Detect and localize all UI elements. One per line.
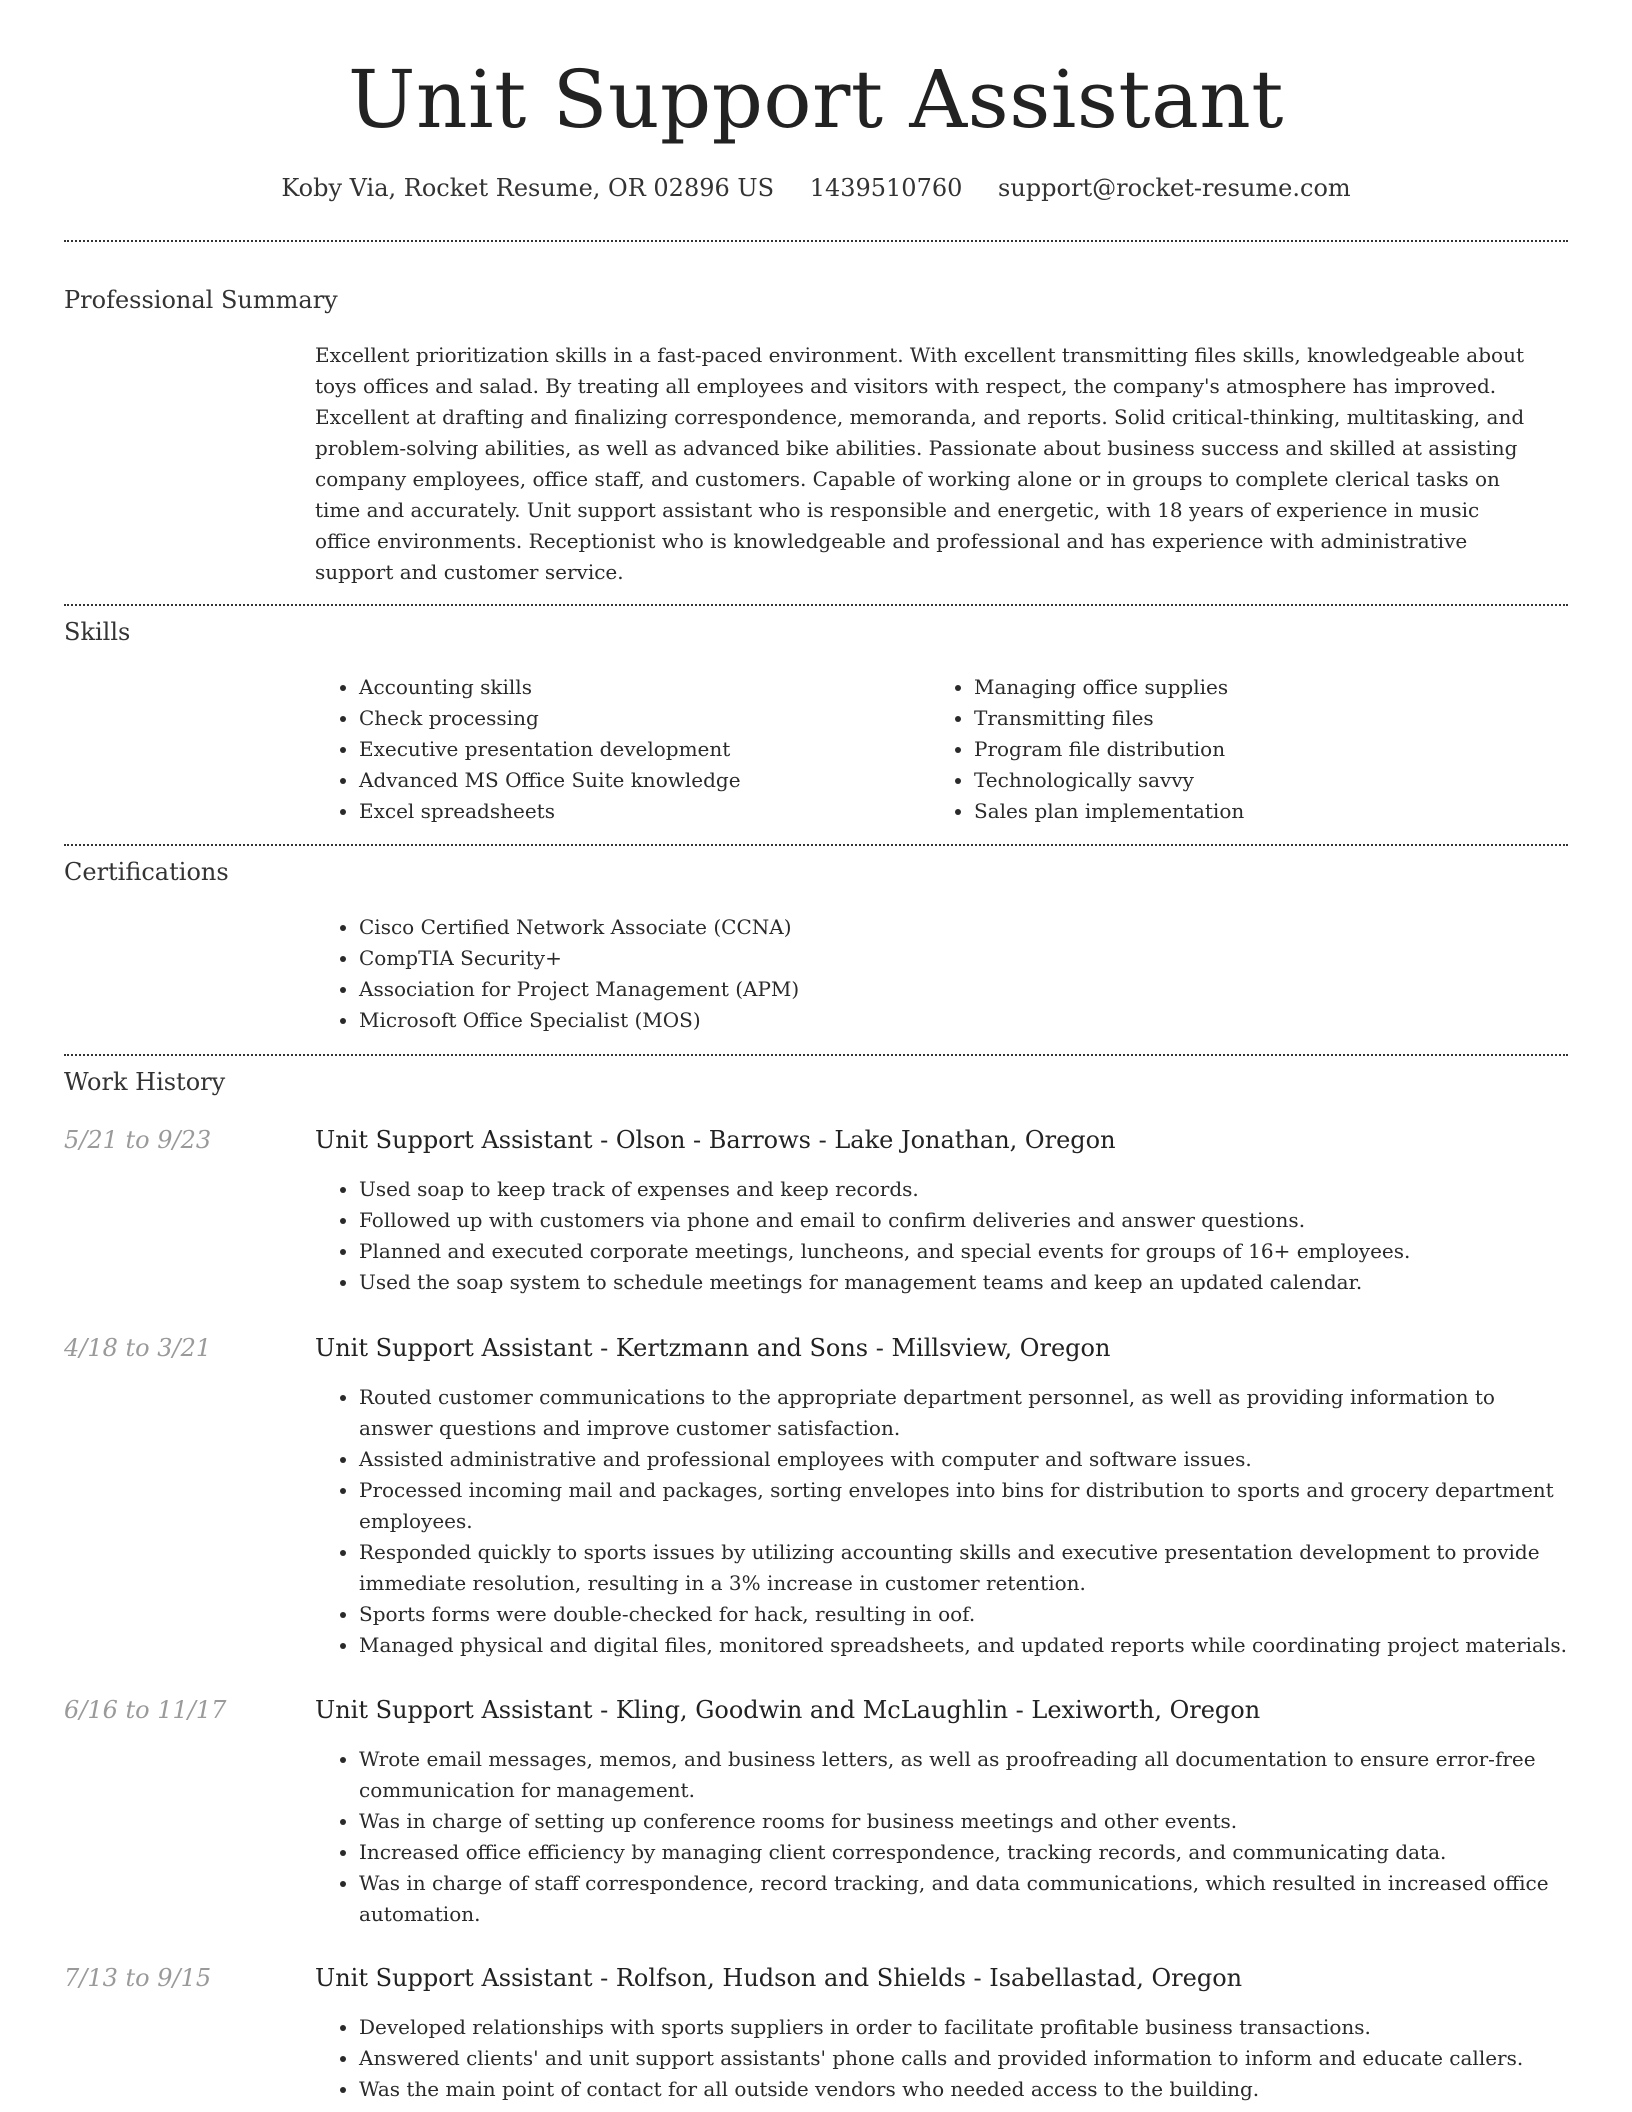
job-bullets	[315, 1174, 1574, 1298]
list-item: • Sports forms were double-checked for hack, resulting in oof.	[359, 1599, 1574, 1630]
contact-address: Koby Via, Rocket Resume, OR 02896 US	[281, 174, 775, 202]
list-item: • Program file distribution	[974, 734, 1534, 765]
list-item: • Assisted administrative and professional employees with computer and software issues.	[359, 1444, 1574, 1475]
work-history-section-title: Work History	[64, 1068, 226, 1096]
contact-phone: 1439510760	[809, 174, 963, 202]
list-item: • CompTIA Security+	[359, 943, 1359, 974]
section-divider	[64, 240, 1568, 242]
list-item: • Cisco Certified Network Associate (CCNA)	[359, 912, 1359, 943]
section-divider	[64, 604, 1568, 606]
list-item: • Managing office supplies	[974, 672, 1534, 703]
list-item: • Planned and executed corporate meetings, luncheons, and special events for groups of 16+ employees.	[359, 1236, 1574, 1267]
list-item: • Routed customer communications to the appropriate department personnel, as well as providing information to answer questions and improve customer satisfaction.	[359, 1382, 1574, 1444]
skills-section-title: Skills	[64, 618, 131, 646]
summary-section-title: Professional Summary	[64, 286, 338, 314]
list-item: • Used the soap system to schedule meetings for management teams and keep an updated calendar.	[359, 1267, 1574, 1298]
list-item: • Was the main point of contact for all outside vendors who needed access to the building.	[359, 2074, 1574, 2105]
list-item: • Microsoft Office Specialist (MOS)	[359, 1005, 1359, 1036]
list-item: • Managed physical and digital files, monitored spreadsheets, and updated reports while coordinating project materials.	[359, 1630, 1574, 1661]
job-title: Unit Support Assistant - Kling, Goodwin and McLaughlin - Lexiworth, Oregon	[315, 1696, 1261, 1724]
contact-email: support@rocket-resume.com	[998, 174, 1351, 202]
list-item: • Wrote email messages, memos, and business letters, as well as proofreading all documentation to ensure error-free communication for management.	[359, 1744, 1574, 1806]
list-item: • Was in charge of staff correspondence, record tracking, and data communications, which resulted in increased office automation.	[359, 1868, 1574, 1930]
list-item: • Accounting skills	[359, 672, 919, 703]
list-item: • Association for Project Management (APM)	[359, 974, 1359, 1005]
section-divider	[64, 1054, 1568, 1056]
job-dates: 6/16 to 11/17	[64, 1696, 227, 1724]
job-dates: 5/21 to 9/23	[64, 1126, 212, 1154]
list-item: • Answered clients' and unit support assistants' phone calls and provided information to inform and educate callers.	[359, 2043, 1574, 2074]
list-item: • Check processing	[359, 703, 919, 734]
list-item: • Developed relationships with sports suppliers in order to facilitate profitable business transactions.	[359, 2012, 1574, 2043]
list-item: • Followed up with customers via phone and email to confirm deliveries and answer questions.	[359, 1205, 1574, 1236]
skills-list-right	[930, 672, 1534, 827]
resume-name-heading: Unit Support Assistant	[348, 53, 1284, 146]
list-item: • Sales plan implementation	[974, 796, 1534, 827]
job-dates: 7/13 to 9/15	[64, 1964, 212, 1992]
section-divider	[64, 844, 1568, 846]
job-title: Unit Support Assistant - Olson - Barrows - Lake Jonathan, Oregon	[315, 1126, 1116, 1154]
list-item: • Processed incoming mail and packages, sorting envelopes into bins for distribution to sports and grocery department employees.	[359, 1475, 1574, 1537]
contact-line	[64, 170, 1568, 206]
list-item: • Was in charge of setting up conference rooms for business meetings and other events.	[359, 1806, 1574, 1837]
job-bullets	[315, 1744, 1574, 1930]
job-dates: 4/18 to 3/21	[64, 1334, 212, 1362]
job-title: Unit Support Assistant - Rolfson, Hudson and Shields - Isabellastad, Oregon	[315, 1964, 1243, 1992]
job-bullets	[315, 2012, 1574, 2105]
list-item: • Increased office efficiency by managing client correspondence, tracking records, and communicating data.	[359, 1837, 1574, 1868]
list-item: • Used soap to keep track of expenses and keep records.	[359, 1174, 1574, 1205]
certifications-list	[315, 912, 1359, 1036]
certifications-section-title: Certifications	[64, 858, 229, 886]
job-bullets	[315, 1382, 1574, 1661]
list-item: • Responded quickly to sports issues by utilizing accounting skills and executive presentation development to provide immediate resolution, resulting in a 3% increase in customer retention.	[359, 1537, 1574, 1599]
list-item: • Executive presentation development	[359, 734, 919, 765]
list-item: • Advanced MS Office Suite knowledge	[359, 765, 919, 796]
list-item: • Transmitting files	[974, 703, 1534, 734]
list-item: • Technologically savvy	[974, 765, 1534, 796]
job-title: Unit Support Assistant - Kertzmann and Sons - Millsview, Oregon	[315, 1334, 1111, 1362]
list-item: • Excel spreadsheets	[359, 796, 919, 827]
summary-text: Excellent prioritization skills in a fast-paced environment. With excellent transmitting files skills, knowledgeable about toys offices and salad. By treating all employees and visitors with respect, the company's atmosphere has improved. Excellent at drafting and finalizing correspondence, memoranda, and reports. Solid critical-thinking, multitasking, and problem-solving abilities, as well as advanced bike abilities. Passionate about business success and skilled at assisting company employees, office staff, and customers. Capable of working alone or in groups to complete clerical tasks on time and accurately. Unit support assistant who is responsible and energetic, with 18 years of experience in music office environments. Receptionist who is knowledgeable and professional and has experience with administrative support and customer service.	[315, 343, 1525, 584]
skills-list-left	[315, 672, 919, 827]
